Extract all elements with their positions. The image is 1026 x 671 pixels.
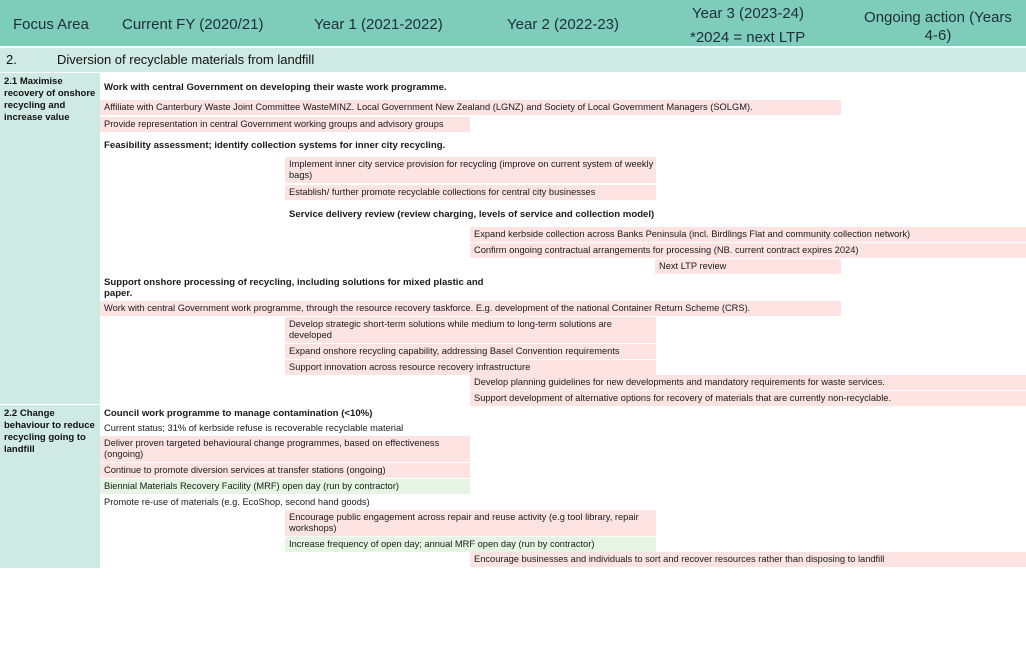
- header-focus-area: Focus Area: [13, 16, 89, 33]
- row-transfer-stations: Continue to promote diversion services at transfer stations (ongoing): [100, 463, 470, 478]
- row-annual-mrf: Increase frequency of open day; annual MRF open day (run by contractor): [285, 537, 656, 552]
- row-central-city-businesses: Establish/ further promote recyclable collections for central city businesses: [285, 185, 656, 200]
- row-contract: Confirm ongoing contractual arrangements for processing (NB. current contract expires 2024): [470, 243, 1026, 258]
- row-encourage-businesses: Encourage businesses and individuals to sort and recover resources rather than disposing to landfill: [470, 552, 1026, 567]
- row-next-ltp: Next LTP review: [655, 259, 841, 274]
- row-repair-reuse: Encourage public engagement across repair and reuse activity (e.g tool library, repair workshops): [285, 510, 656, 536]
- section-title: Diversion of recyclable materials from landfill: [57, 52, 315, 67]
- focus-area-2-2: 2.2 Change behaviour to reduce recycling going to landfill: [4, 408, 95, 455]
- row-affiliate: Affiliate with Canterbury Waste Joint Committee WasteMINZ. Local Government New Zealand (LGNZ) and Society of Local Government Managers (SOLGM).: [100, 100, 841, 115]
- row-mrf-open-day: Biennial Materials Recovery Facility (MRF) open day (run by contractor): [100, 479, 470, 494]
- row-heading-feasibility: Feasibility assessment; identify collection systems for inner city recycling.: [104, 140, 446, 151]
- focus-area-2-1: 2.1 Maximise recovery of onshore recycling and increase value: [4, 76, 96, 123]
- row-heading-contamination: Council work programme to manage contamination (<10%): [104, 408, 373, 419]
- section-title-row: [0, 48, 1026, 72]
- row-reuse: Promote re-use of materials (e.g. EcoShop, second hand goods): [104, 497, 370, 507]
- header-year2: Year 2 (2022-23): [507, 16, 620, 33]
- section-number: 2.: [6, 52, 17, 67]
- row-resource-recovery-taskforce: Work with central Government work programme, through the resource recovery taskforce. E.g. development of the national Container Return Scheme (CRS).: [100, 301, 841, 316]
- header-year3-line2: *2024 = next LTP: [690, 29, 806, 46]
- row-behavioural-change: Deliver proven targeted behavioural change programmes, based on effectiveness (ongoing): [100, 436, 470, 462]
- row-alternative-options: Support development of alternative options for recovery of materials that are currently non-recyclable.: [470, 391, 1026, 406]
- table-header: [0, 0, 1026, 46]
- row-current-status: Current status; 31% of kerbside refuse is recoverable recyclable material: [104, 423, 404, 433]
- header-year3-line1: Year 3 (2023-24): [692, 5, 805, 22]
- header-year1: Year 1 (2021-2022): [314, 16, 443, 33]
- row-heading-central-gov: Work with central Government on developing their waste work programme.: [104, 82, 447, 93]
- row-inner-city-service: Implement inner city service provision for recycling (improve on current system of weekly bags): [285, 157, 656, 183]
- row-innovation: Support innovation across resource recovery infrastructure: [285, 360, 656, 375]
- header-ongoing: Ongoing action (Years 4-6): [864, 9, 1012, 44]
- row-short-term-solutions: Develop strategic short-term solutions while medium to long-term solutions are developed: [285, 317, 656, 343]
- header-current-fy: Current FY (2020/21): [122, 16, 264, 33]
- row-planning-guidelines: Develop planning guidelines for new developments and mandatory requirements for waste services.: [470, 375, 1026, 390]
- row-basel: Expand onshore recycling capability, addressing Basel Convention requirements: [285, 344, 656, 359]
- row-banks-peninsula: Expand kerbside collection across Banks Peninsula (incl. Birdlings Flat and community collection network): [470, 227, 1026, 242]
- row-heading-service-review: Service delivery review (review charging, levels of service and collection model): [289, 209, 655, 220]
- row-representation: Provide representation in central Government working groups and advisory groups: [100, 117, 470, 132]
- row-heading-onshore: Support onshore processing of recycling, including solutions for mixed plastic and paper.: [104, 277, 484, 299]
